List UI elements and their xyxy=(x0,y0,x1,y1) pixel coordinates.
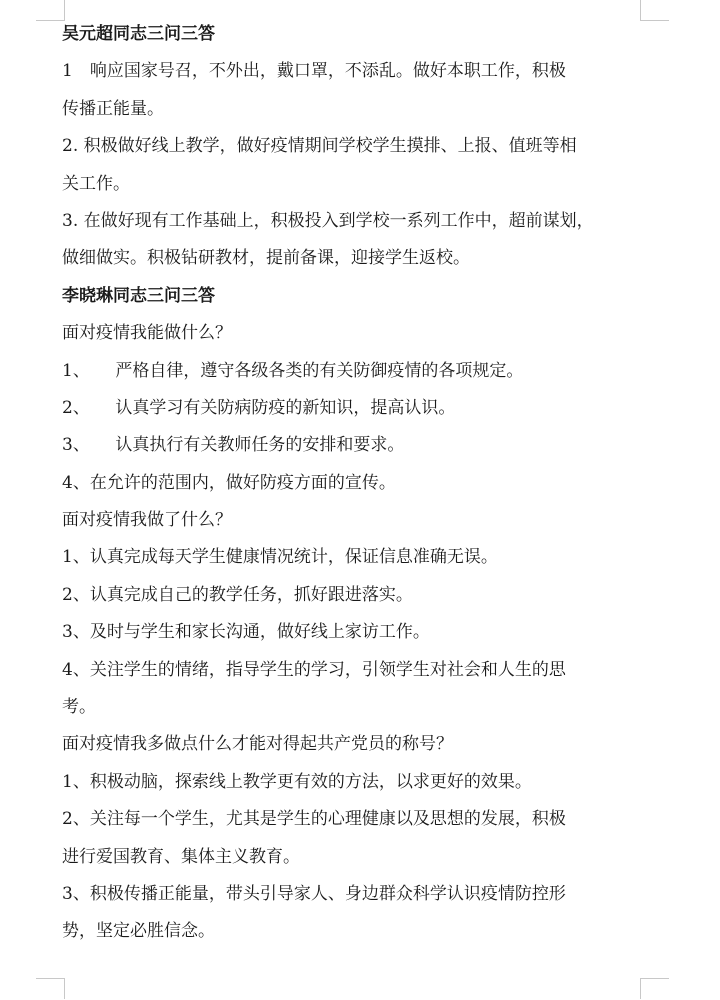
list-item: 3、 认真执行有关教师任务的安排和要求。 xyxy=(62,435,405,456)
list-item-continuation: 考。 xyxy=(62,697,96,718)
list-item: 4、在允许的范围内，做好防疫方面的宣传。 xyxy=(62,472,396,493)
paragraph-line: 关工作。 xyxy=(62,173,130,194)
list-item: 1、 严格自律，遵守各级各类的有关防御疫情的各项规定。 xyxy=(62,360,524,381)
page-corner-mark-bottom-left xyxy=(36,978,65,999)
list-item-continuation: 进行爱国教育、集体主义教育。 xyxy=(62,846,300,867)
list-item: 3、及时与学生和家长沟通，做好线上家访工作。 xyxy=(62,622,430,643)
paragraph-line: 1 响应国家号召，不外出，戴口罩，不添乱。做好本职工作，积极 xyxy=(62,61,566,82)
question-line: 面对疫情我做了什么？ xyxy=(62,510,232,531)
section-heading: 李晓琳同志三问三答 xyxy=(62,285,215,306)
list-item: 2、关注每一个学生，尤其是学生的心理健康以及思想的发展，积极 xyxy=(62,809,566,830)
question-line: 面对疫情我多做点什么才能对得起共产党员的称号？ xyxy=(62,734,453,755)
list-item: 1、认真完成每天学生健康情况统计，保证信息准确无误。 xyxy=(62,547,498,568)
question-line: 面对疫情我能做什么？ xyxy=(62,323,232,344)
page-corner-mark-top-left xyxy=(36,0,65,21)
list-item: 2、 认真学习有关防病防疫的新知识，提高认识。 xyxy=(62,397,456,418)
page-corner-mark-bottom-right xyxy=(640,978,669,999)
paragraph-line: 传播正能量。 xyxy=(62,98,164,119)
paragraph-line: 2. 积极做好线上教学，做好疫情期间学校学生摸排、上报、值班等相 xyxy=(62,136,577,157)
document-body xyxy=(62,16,652,951)
section-heading: 吴元超同志三问三答 xyxy=(62,24,215,44)
list-item-continuation: 势，坚定必胜信念。 xyxy=(62,921,215,942)
list-item: 3、积极传播正能量，带头引导家人、身边群众科学认识疫情防控形 xyxy=(62,883,566,904)
list-item: 4、关注学生的情绪，指导学生的学习，引领学生对社会和人生的思 xyxy=(62,659,566,680)
paragraph-line: 做细做实。积极钻研教材，提前备课，迎接学生返校。 xyxy=(62,248,470,269)
paragraph-line: 3. 在做好现有工作基础上，积极投入到学校一系列工作中，超前谋划， xyxy=(62,210,594,231)
list-item: 2、认真完成自己的教学任务，抓好跟进落实。 xyxy=(62,584,413,605)
list-item: 1、积极动脑，探索线上教学更有效的方法，以求更好的效果。 xyxy=(62,771,532,792)
